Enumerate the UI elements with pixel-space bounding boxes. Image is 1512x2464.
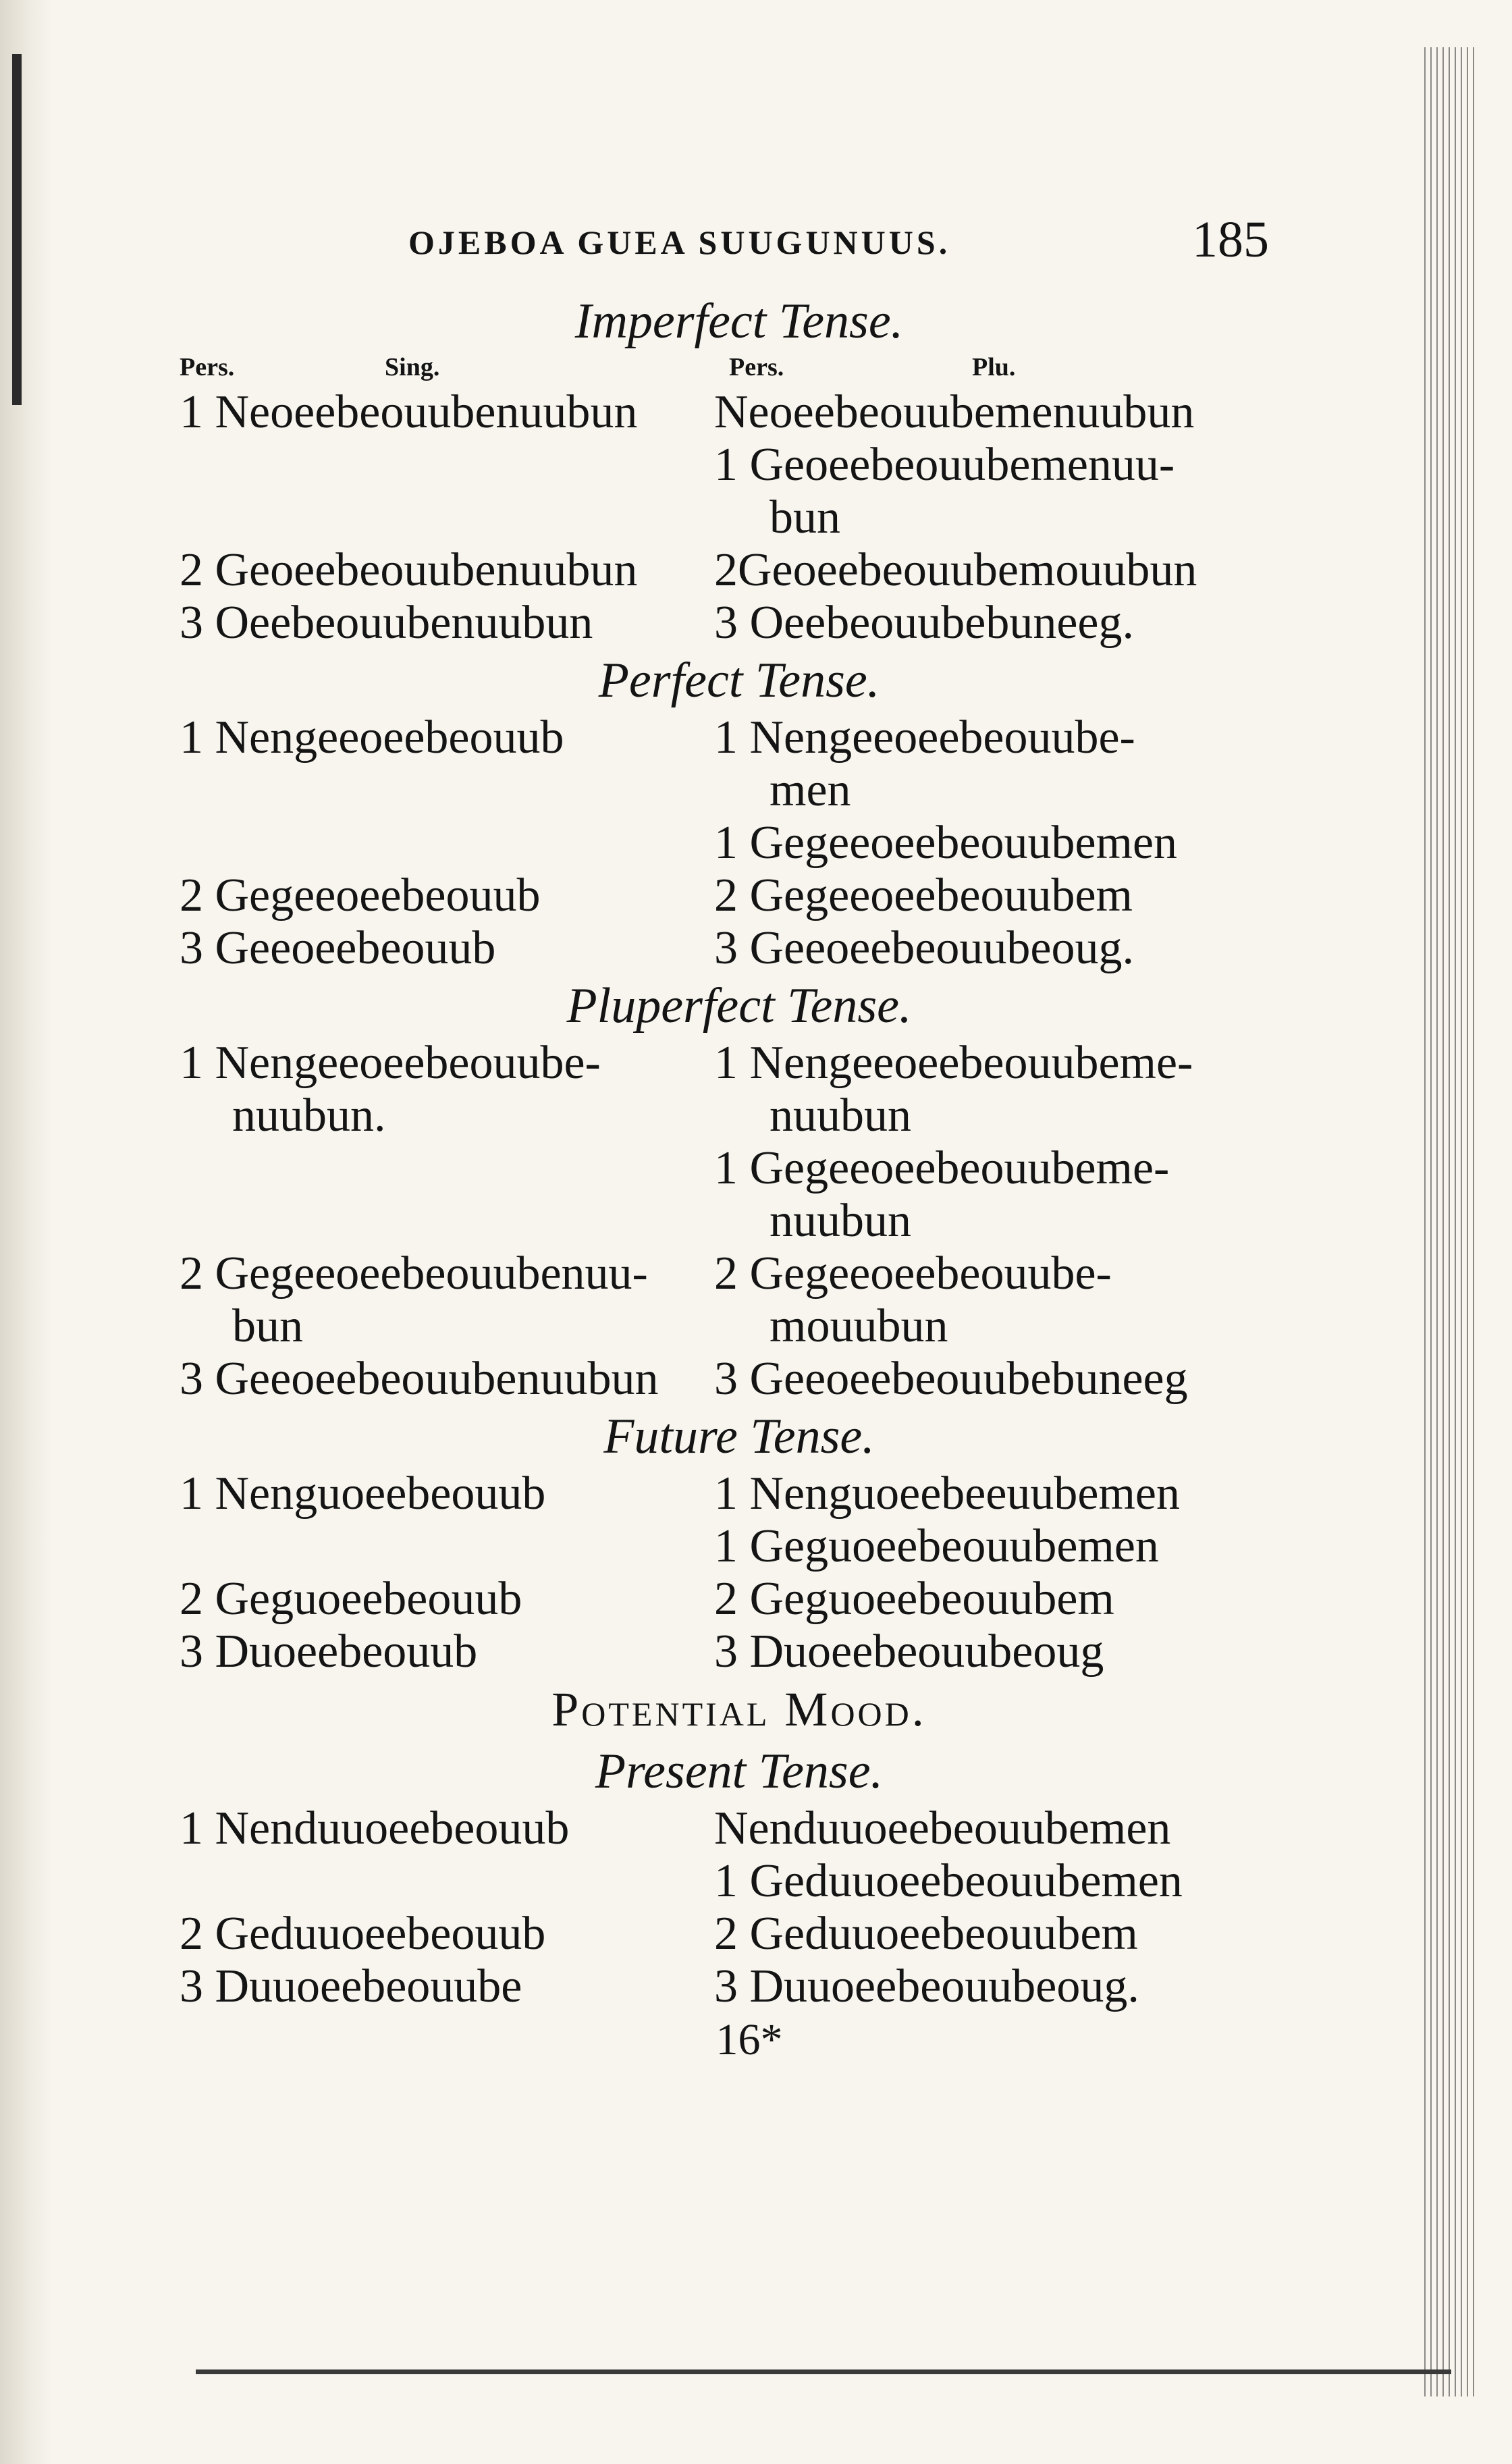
conjugation-row <box>169 1908 1269 1960</box>
conjugation-row <box>169 922 1269 975</box>
singular-form: 3 Duoeebeouub <box>180 1626 478 1678</box>
conjugation-row <box>169 1468 1269 1520</box>
signature-mark: 16* <box>716 2015 783 2064</box>
page-number: 185 <box>1192 211 1269 268</box>
plural-form: 3 Geeoeebeouubeoug. <box>714 922 1134 974</box>
pluperfect-tense-heading: Pluperfect Tense. <box>566 978 912 1034</box>
conjugation-row <box>169 1626 1269 1678</box>
conjugation-row <box>169 1960 1269 2013</box>
imperfect-tense-heading: Imperfect Tense. <box>574 294 904 349</box>
plural-form: 2 Geduuoeebeouubem <box>714 1908 1138 1960</box>
singular-form-continued: nuubun. <box>232 1090 386 1142</box>
plural-form-continued: nuubun <box>770 1090 911 1142</box>
plural-form: 1 Gegeeoeebeouubemen <box>714 817 1178 869</box>
singular-form: 2 Gegeeoeebeouubenuu- <box>180 1248 648 1300</box>
plural-form: 3 Duoeebeouubeoug <box>714 1626 1104 1678</box>
conjugation-row <box>169 869 1269 922</box>
conjugation-row <box>169 1037 1269 1090</box>
potential-mood-heading: Potential Mood. <box>551 1682 927 1736</box>
page-edge-right <box>1424 47 1478 2396</box>
conjugation-row <box>169 1520 1269 1573</box>
conjugation-row <box>169 1855 1269 1908</box>
conjugation-row <box>169 597 1269 649</box>
header-pers-singular: Pers. <box>180 353 235 381</box>
plural-form: 3 Duuoeebeouubeoug. <box>714 1960 1139 2012</box>
plural-form: 1 Geguoeebeouubemen <box>714 1520 1159 1572</box>
running-head <box>169 203 1269 290</box>
conjugation-row <box>169 1802 1269 1855</box>
plural-form-continued: bun <box>770 491 840 543</box>
plural-form: 1 Gegeeoeebeouubeme- <box>714 1142 1170 1194</box>
plural-form: 1 Nenguoeebeeuubemen <box>714 1468 1180 1520</box>
singular-form: 2 Gegeeoeebeouub <box>180 869 541 921</box>
future-tense-heading: Future Tense. <box>603 1409 875 1464</box>
header-pers-plural: Pers. <box>729 353 784 381</box>
singular-form: 3 Geeoeebeouubenuubun <box>180 1353 659 1405</box>
conjugation-row <box>169 491 1269 544</box>
bottom-rule <box>196 2369 1451 2374</box>
singular-form: 1 Nenduuoeebeouub <box>180 1802 570 1854</box>
plural-form: 2Geoeebeouubemouubun <box>714 544 1197 596</box>
plural-form-continued: men <box>770 764 851 816</box>
conjugation-row <box>169 1573 1269 1626</box>
plural-form: Neoeebeouubemenuubun <box>714 386 1195 438</box>
present-tense-heading: Present Tense. <box>595 1744 884 1799</box>
running-head-title: OJEBOA GUEA SUUGUNUUS. <box>408 223 951 261</box>
conjugation-row <box>169 1353 1269 1405</box>
conjugation-row <box>169 764 1269 817</box>
singular-form: 2 Geguoeebeouub <box>180 1573 522 1625</box>
singular-form: 1 Neoeebeouubenuubun <box>180 386 638 438</box>
singular-form: 2 Geoeebeouubenuubun <box>180 544 638 596</box>
perfect-tense-heading: Perfect Tense. <box>598 653 880 708</box>
plural-form: 1 Nengeeoeebeouubeme- <box>714 1037 1193 1089</box>
column-headers <box>169 352 1269 386</box>
plural-form: 3 Oeebeouubebuneeg. <box>714 597 1134 649</box>
header-sing: Sing. <box>385 353 440 381</box>
scan-gutter-left <box>0 0 53 2464</box>
singular-form: 3 Geeoeebeouub <box>180 922 496 974</box>
plural-form: 3 Geeoeebeouubebuneeg <box>714 1353 1188 1405</box>
conjugation-row <box>169 817 1269 869</box>
plural-form: 1 Geduuoeebeouubemen <box>714 1855 1183 1907</box>
conjugation-row <box>169 1248 1269 1300</box>
scan-edge-mark <box>12 54 22 405</box>
conjugation-row <box>169 712 1269 764</box>
singular-form: 1 Nengeeoeebeouube- <box>180 1037 601 1089</box>
plural-form: 2 Gegeeoeebeouubem <box>714 869 1133 921</box>
plural-form: 2 Geguoeebeouubem <box>714 1573 1114 1625</box>
singular-form: 3 Duuoeebeouube <box>180 1960 522 2012</box>
conjugation-row <box>169 1090 1269 1142</box>
conjugation-row <box>169 1300 1269 1353</box>
conjugation-row <box>169 544 1269 597</box>
plural-form: 1 Geoeebeouubemenuu- <box>714 439 1175 491</box>
plural-form-continued: nuubun <box>770 1195 911 1247</box>
plural-form-continued: mouubun <box>770 1300 948 1352</box>
header-plu: Plu. <box>972 353 1016 381</box>
conjugation-row <box>169 439 1269 491</box>
singular-form: 1 Nenguoeebeouub <box>180 1468 546 1520</box>
singular-form: 2 Geduuoeebeouub <box>180 1908 546 1960</box>
conjugation-row <box>169 1195 1269 1248</box>
singular-form: 1 Nengeeoeebeouub <box>180 712 564 764</box>
plural-form: Nenduuoeebeouubemen <box>714 1802 1171 1854</box>
conjugation-row <box>169 1142 1269 1195</box>
singular-form-continued: bun <box>232 1300 303 1352</box>
plural-form: 1 Nengeeoeebeouube- <box>714 712 1135 764</box>
plural-form: 2 Gegeeoeebeouube- <box>714 1248 1112 1300</box>
conjugation-row <box>169 386 1269 439</box>
singular-form: 3 Oeebeouubenuubun <box>180 597 593 649</box>
book-page <box>169 203 1269 2067</box>
